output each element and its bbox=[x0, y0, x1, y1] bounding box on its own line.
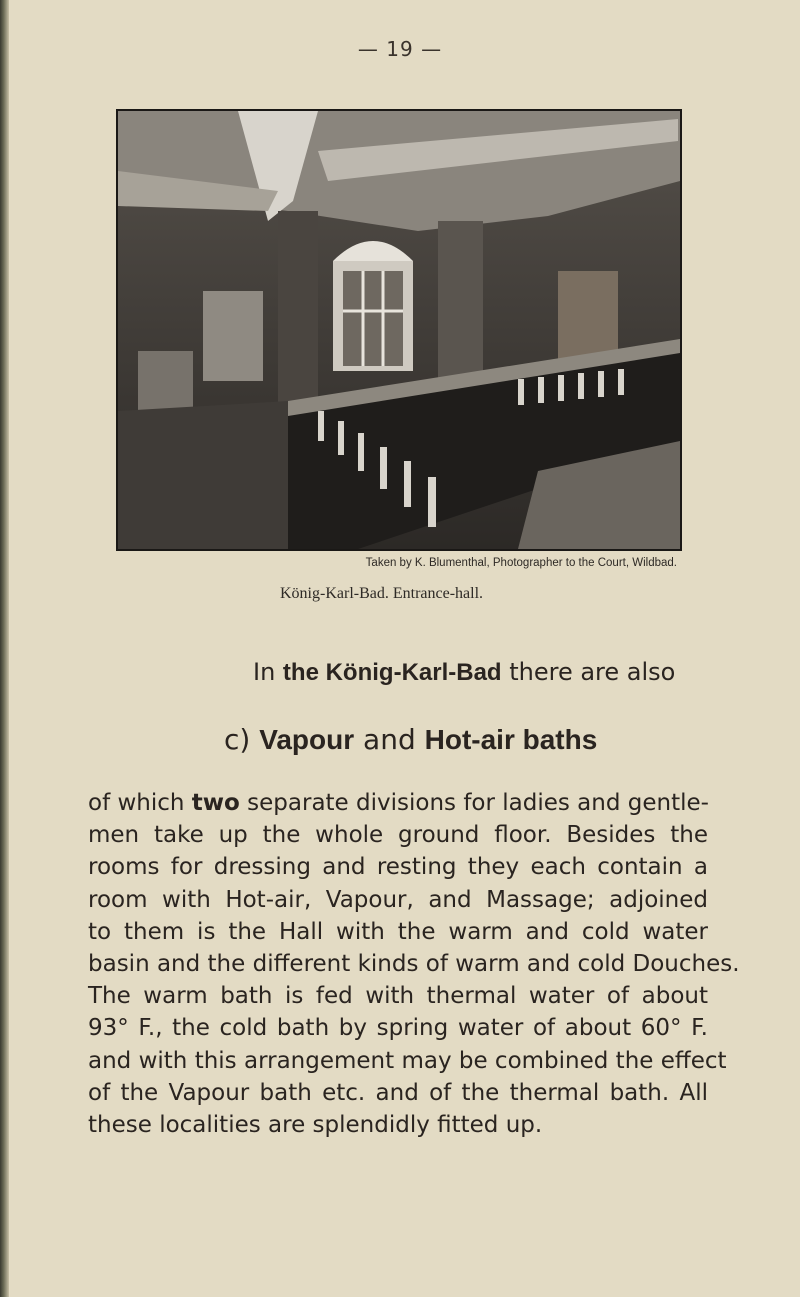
body-line: men take up the whole ground floor. Besides the bbox=[88, 822, 708, 849]
body-line: to them is the Hall with the warm and cold water bbox=[88, 918, 708, 945]
entrance-hall-photograph bbox=[116, 109, 682, 551]
body-line1-post: separate divisions for ladies and gentle- bbox=[239, 790, 709, 816]
heading-bold-hot-air: Hot-air baths bbox=[424, 724, 598, 755]
body-line: and with this arrangement may be combined the effect bbox=[88, 1047, 727, 1074]
body-paragraph bbox=[88, 787, 740, 1141]
body-line: room with Hot-air, Vapour, and Massage; adjoined bbox=[88, 886, 708, 913]
page-number: — 19 — bbox=[357, 37, 443, 61]
heading-mid: and bbox=[354, 723, 425, 756]
body-line: 93° F., the cold bath by spring water of about 60° F. bbox=[88, 1015, 708, 1042]
photo-illustration bbox=[118, 111, 680, 549]
intro-post: there are also bbox=[501, 658, 676, 686]
body-line bbox=[88, 787, 708, 819]
section-heading bbox=[224, 723, 597, 756]
intro-pre: In bbox=[253, 658, 283, 686]
body-line: of the Vapour bath etc. and of the thermal bath. All bbox=[88, 1079, 708, 1106]
photo-credit: Taken by K. Blumenthal, Photographer to the Court, Wildbad. bbox=[365, 557, 677, 569]
body-line: these localities are splendidly fitted up. bbox=[88, 1111, 543, 1138]
page-edge-shadow bbox=[0, 0, 9, 1297]
heading-prefix: c) bbox=[224, 723, 260, 756]
intro-bold: the König-Karl-Bad bbox=[282, 659, 502, 686]
intro-line bbox=[253, 658, 675, 687]
body-line: The warm bath is fed with thermal water of about bbox=[88, 983, 708, 1010]
body-line1-pre: of which bbox=[88, 790, 192, 816]
body-line: basin and the different kinds of warm and cold Douches. bbox=[88, 950, 740, 977]
figure-caption: König-Karl-Bad. Entrance-hall. bbox=[280, 585, 484, 602]
body-line1-bold: two bbox=[191, 790, 240, 816]
heading-bold-vapour: Vapour bbox=[259, 724, 355, 755]
body-line: rooms for dressing and resting they each contain a bbox=[88, 854, 708, 881]
